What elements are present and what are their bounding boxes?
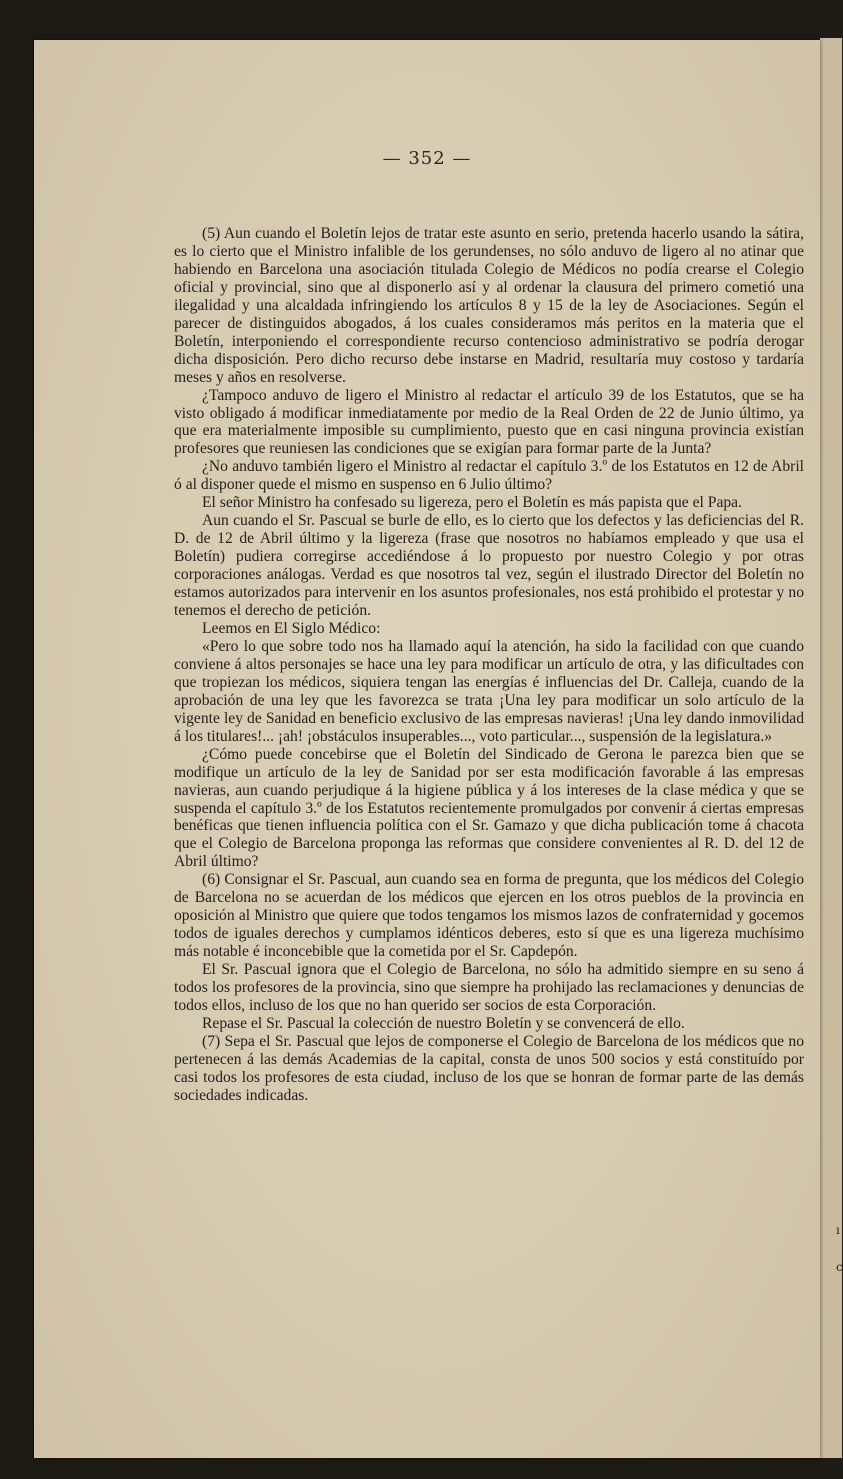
paragraph: ¿Cómo puede concebirse que el Boletín del Sindicado de Gerona le parezca bien que se modifique un artículo de la ley de Sanidad por ser esta modificación favorable á las empresas navieras, aun cuando perjudique á la higiene pública y á los intereses de la clase médica y que se suspenda el capítulo 3.º de los Estatutos recientemente promulgados por convenir á ciertas empresas benéficas que tienen influencia política con el Sr. Gamazo y que dicha publicación tome á chacota que el Colegio de Barcelona proponga las reformas que considere convenientes al R. D. del 12 de Abril último?: [174, 745, 804, 871]
adjacent-page-glyph: ı: [836, 1223, 840, 1237]
quotation: «Pero lo que sobre todo nos ha llamado aquí la atención, ha sido la facilidad con que cuando conviene á altos personajes se hace una ley para modificar un artículo de otra, y las dificultades con que tropiezan los médicos, siquiera tengan las energías é influencias del Dr. Calleja, cuando de la aprobación de una ley que les favorezca se trata ¡Una ley para modificar un solo artículo de la vigente ley de Sanidad en beneficio exclusivo de las empresas navieras! ¡Una ley dando inmovilidad á los titulares!... ¡ah! ¡obstáculos insuperables..., voto particular..., suspensión de la legislatura.»: [174, 637, 804, 745]
paragraph: ¿No anduvo también ligero el Ministro al redactar el capítulo 3.º de los Estatutos en 12 de Abril ó al disponer quede el mismo en suspenso en 6 Julio último?: [174, 458, 804, 494]
document-page: [34, 40, 820, 1458]
adjacent-page-glyph: c: [836, 1260, 843, 1274]
paragraph: Leemos en El Siglo Médico:: [202, 619, 381, 637]
paragraph: El señor Ministro ha confesado su ligereza, pero el Boletín es más papista que el Papa.: [202, 494, 742, 512]
body-text: [174, 225, 804, 1105]
page-number: — 352 —: [382, 148, 472, 169]
adjacent-page-edge: [820, 38, 842, 1458]
paragraph-note-6: (6) Consignar el Sr. Pascual, aun cuando sea en forma de pregunta, que los médicos del Colegio de Barcelona no se acuerdan de los médicos que ejercen en los otros pueblos de la provincia en oposición al Ministro que quiere que todos tengamos los mismos lazos de confraternidad y gocemos todos de iguales derechos y cumplamos idénticos deberes, esto sí que es una ligereza muchísimo más notable é inconcebible que la cometida por el Sr. Capdepón.: [174, 871, 804, 961]
paragraph-note-7: (7) Sepa el Sr. Pascual que lejos de componerse el Colegio de Barcelona de los médicos que no pertenecen á las demás Academias de la capital, consta de unos 500 socios y está constituído por casi todos los profesores de esta ciudad, incluso de los que se honran de formar parte de las demás sociedades indicadas.: [174, 1032, 804, 1104]
paragraph: Aun cuando el Sr. Pascual se burle de ello, es lo cierto que los defectos y las deficiencias del R. D. de 12 de Abril último y la ligereza (frase que nosotros no habíamos empleado y que usa el Boletín) pudiera corregirse accediéndose á lo propuesto por nuestro Colegio y por otras corporaciones análogas. Verdad es que nosotros tal vez, según el ilustrado Director del Boletín no estamos autorizados para intervenir en los asuntos profesionales, nos está prohibido el protestar y no tenemos el derecho de petición.: [174, 512, 804, 620]
paragraph: El Sr. Pascual ignora que el Colegio de Barcelona, no sólo ha admitido siempre en su seno á todos los profesores de la provincia, sino que siempre ha prohijado las reclamaciones y denuncias de todos ellos, incluso de los que no han querido ser socios de esta Corporación.: [174, 961, 804, 1014]
paragraph-note-5: (5) Aun cuando el Boletín lejos de tratar este asunto en serio, pretenda hacerlo usando la sátira, es lo cierto que el Ministro infalible de los gerundenses, no sólo anduvo de ligero al no atinar que habiendo en Barcelona una asociación titulada Colegio de Médicos no podía crearse el Colegio oficial y provincial, sino que al disponerlo así y al ordenar la clausura del primero cometió una ilegalidad y una alcaldada infringiendo los artículos 8 y 15 de la ley de Asociaciones. Según el parecer de distinguidos abogados, á los cuales consideramos más peritos en la materia que el Boletín, interponiendo el correspondiente recurso contencioso administrativo se podría derogar dicha disposición. Pero dicho recurso debe instarse en Madrid, resultaría muy costoso y tardaría meses y años en resolverse.: [174, 225, 804, 386]
paragraph: Repase el Sr. Pascual la colección de nuestro Boletín y se convencerá de ello.: [202, 1014, 685, 1032]
paragraph: ¿Tampoco anduvo de ligero el Ministro al redactar el artículo 39 de los Estatutos, que se ha visto obligado á modificar inmediatamente por medio de la Real Orden de 22 de Junio último, ya que era materialmente imposible su cumplimiento, puesto que en casi ninguna provincia existían profesores que reuniesen las condiciones que se exigían para formar parte de la Junta?: [174, 386, 804, 458]
